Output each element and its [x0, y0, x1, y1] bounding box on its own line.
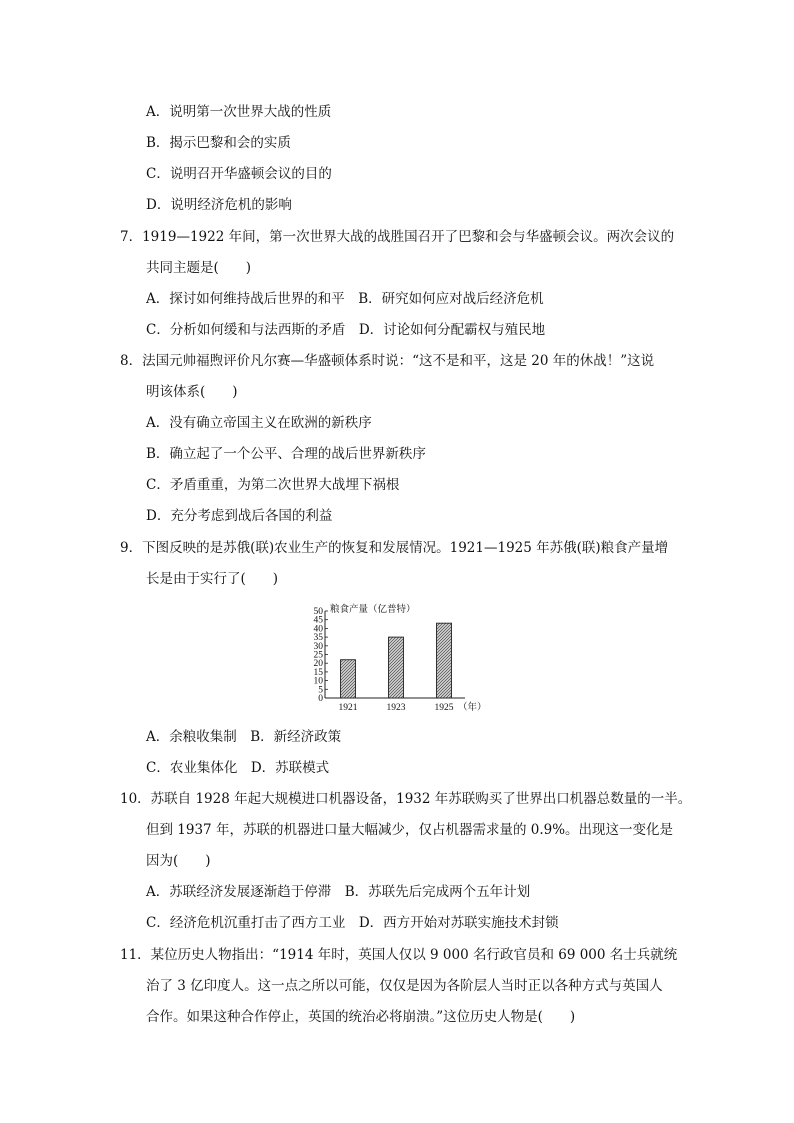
- q9-options-line2: C．农业集体化 D．苏联模式: [146, 760, 330, 776]
- q7-stem-line1: 7．1919—1922 年间，第一次世界大战的战胜国召开了巴黎和会与华盛顿会议。两次会议的: [120, 229, 675, 245]
- q6-option-d: D．说明经济危机的影响: [146, 197, 292, 213]
- bar-1925: [437, 623, 452, 698]
- bar-1921: [341, 660, 356, 698]
- x-tick-label: 1921: [338, 703, 358, 713]
- q8-option-c: C．矛盾重重，为第二次世界大战埋下祸根: [146, 477, 400, 493]
- grain-output-chart: [300, 598, 500, 718]
- q10-stem-line3: 因为( ): [146, 853, 211, 869]
- q6-option-a: A．说明第一次世界大战的性质: [146, 104, 332, 120]
- q7-stem-line2: 共同主题是( ): [146, 260, 252, 276]
- x-axis-label: （年）: [458, 703, 487, 713]
- y-tick-label: 30: [313, 641, 323, 652]
- q11-stem-line3: 合作。如果这种合作停止，英国的统治必将崩溃。”这位历史人物是( ): [146, 1009, 576, 1025]
- q7-options-line1: A．探讨如何维持战后世界的和平 B．研究如何应对战后经济危机: [146, 291, 544, 307]
- q11-stem-line2: 治了 3 亿印度人。这一点之所以可能，仅仅是因为各阶层人当时正以各种方式与英国人: [146, 978, 663, 994]
- x-tick-label: 1925: [434, 703, 454, 713]
- chart-title: 粮食产量（亿普特）: [330, 605, 416, 615]
- y-tick-label: 45: [313, 615, 323, 626]
- y-tick-label: 35: [313, 633, 323, 644]
- q11-stem-line1: 11．某位历史人物指出：“1914 年时，英国人仅以 9 000 名行政官员和 69 000 名士兵就统: [120, 947, 678, 963]
- q8-stem-line1: 8．法国元帅福煦评价凡尔赛—华盛顿体系时说：“这不是和平，这是 20 年的休战！”这说: [120, 353, 655, 369]
- grain-output-chart-svg: [300, 598, 500, 718]
- q10-stem-line2: 但到 1937 年，苏联的机器进口量大幅减少，仅占机器需求量的 0.9%。出现这一变化是: [146, 822, 674, 838]
- q8-option-a: A．没有确立帝国主义在欧洲的新秩序: [146, 415, 372, 431]
- q10-options-line2: C．经济危机沉重打击了西方工业 D．西方开始对苏联实施技术封锁: [146, 915, 559, 931]
- x-tick-label: 1923: [386, 703, 406, 713]
- y-tick-label: 5: [318, 685, 323, 696]
- y-tick-label: 20: [313, 659, 323, 670]
- y-tick-label: 0: [318, 694, 323, 704]
- y-tick-label: 40: [313, 624, 323, 635]
- q6-option-b: B．揭示巴黎和会的实质: [146, 135, 291, 151]
- q8-option-d: D．充分考虑到战后各国的利益: [146, 508, 333, 524]
- q9-stem-line1: 9．下图反映的是苏俄(联)农业生产的恢复和发展情况。1921—1925 年苏俄(联)粮食产量增: [120, 540, 669, 556]
- y-tick-label: 50: [313, 607, 323, 617]
- q9-options-line1: A．余粮收集制 B．新经济政策: [146, 729, 342, 745]
- q10-stem-line1: 10．苏联自 1928 年起大规模进口机器设备，1932 年苏联购买了世界出口机器总数量的一半。: [120, 791, 692, 807]
- q7-options-line2: C．分析如何缓和与法西斯的矛盾 D．讨论如何分配霸权与殖民地: [146, 322, 546, 338]
- y-tick-label: 25: [313, 650, 323, 661]
- y-tick-label: 15: [313, 667, 323, 678]
- y-tick-label: 10: [313, 676, 323, 687]
- q9-stem-line2: 长是由于实行了( ): [146, 571, 279, 587]
- bar-1923: [389, 637, 404, 698]
- q6-option-c: C．说明召开华盛顿会议的目的: [146, 166, 332, 182]
- q8-option-b: B．确立起了一个公平、合理的战后世界新秩序: [146, 446, 426, 462]
- q10-options-line1: A．苏联经济发展逐渐趋于停滞 B．苏联先后完成两个五年计划: [146, 884, 531, 900]
- q8-stem-line2: 明该体系( ): [146, 384, 238, 400]
